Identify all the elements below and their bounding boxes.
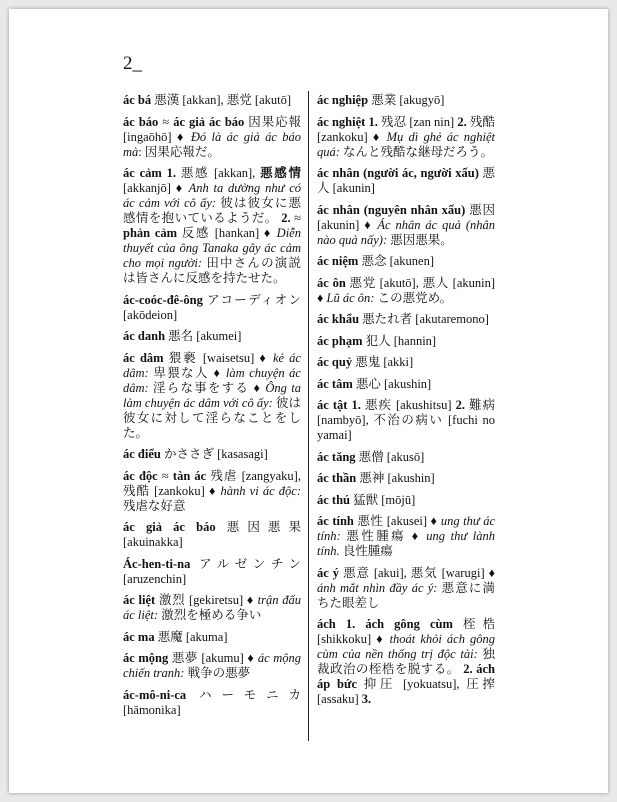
example-text: Ác nhân ác quả (nhân nào quả nấy): xyxy=(317,217,495,247)
headword: 2. xyxy=(457,114,467,129)
definition-text: 悪性腫瘍 ♦ xyxy=(340,529,427,543)
dictionary-entry xyxy=(123,630,301,645)
dictionary-entry xyxy=(317,471,495,486)
definition-text: 卑猥な人 ♦ xyxy=(148,365,226,380)
headword: ác báo xyxy=(123,114,159,129)
headword: phản cảm xyxy=(123,226,178,240)
headword: ác ý xyxy=(317,565,340,580)
example-text: Đó là ác giả ác báo mà xyxy=(123,129,301,159)
headword: ác tật 1. xyxy=(317,398,361,412)
headword: ác khẩu xyxy=(317,312,360,326)
right-column xyxy=(317,93,495,714)
definition-text: 淫らな事をする ♦ xyxy=(148,380,266,395)
headword: ác ôn xyxy=(317,275,346,290)
definition-text: 悪魔 [akuma] xyxy=(154,629,228,644)
dictionary-entry xyxy=(317,334,495,349)
dictionary-entry xyxy=(317,115,495,160)
example-text: Lũ ác ôn: xyxy=(326,290,375,305)
dictionary-entry xyxy=(317,312,495,327)
headword: ách 1. ách gông cùm xyxy=(317,617,453,631)
definition-text: 悪漢 [akkan], 悪党 [akutō] xyxy=(151,93,292,107)
dictionary-entry xyxy=(317,93,495,108)
headword: ác cảm 1. xyxy=(123,166,177,180)
example-text: kẻ ác dâm: xyxy=(123,350,301,380)
headword: ác quỷ xyxy=(317,355,353,369)
headword: ác nhân (người ác, người xấu) xyxy=(317,166,479,180)
definition-text: 悪念 [akunen] xyxy=(358,254,434,268)
dictionary-entry xyxy=(317,566,495,611)
definition-text: 残酷 [zankoku] ♦ xyxy=(317,114,495,144)
definition-text: 桎梏 [shikkoku] ♦ xyxy=(317,617,495,646)
definition-text: 悪名 [akumei] xyxy=(165,329,242,343)
example-text: ung thư lành tính. xyxy=(317,529,496,558)
definition-text: 反感 [hankan] ♦ xyxy=(177,226,277,240)
definition-text: 良性腫瘍 xyxy=(339,544,393,558)
definition-text: 残忍 [zan nin] xyxy=(377,114,458,129)
definition-text: 悪因悪果。 xyxy=(387,232,453,247)
dictionary-entry xyxy=(123,469,301,514)
headword: ác độc xyxy=(123,468,158,483)
definition-text: 猛獣 [mōjū] xyxy=(350,492,416,507)
headword: 2. ách áp bức xyxy=(317,662,495,691)
example-text: Mụ dì ghẻ ác nghiệt quá: xyxy=(317,129,495,159)
definition-text: 悪意に満ちた眼差し xyxy=(317,580,495,610)
headword: tàn ác xyxy=(172,468,207,483)
dictionary-entry xyxy=(317,377,495,392)
definition-text: 田中さんの演説は皆さんに反感を持たせた。 xyxy=(123,256,301,285)
headword: ác giả ác báo xyxy=(123,520,216,534)
example-text: Anh ta dường như có ác cảm với cô ấy: xyxy=(123,181,301,210)
example-text: hành vi ác độc: xyxy=(220,483,301,498)
definition-text: 因果応報 [ingaōhō] ♦ xyxy=(123,114,301,144)
definition-text: この悪党め。 xyxy=(374,290,453,305)
definition-text: 残虐な好意 xyxy=(123,498,186,513)
dictionary-entry xyxy=(317,254,495,269)
dictionary-entry xyxy=(317,398,495,443)
dictionary-entry xyxy=(123,557,301,587)
headword: ác bá xyxy=(123,93,152,107)
example-text: ác mộng chiến tranh: xyxy=(123,651,301,680)
headword: ác ma xyxy=(123,629,155,644)
definition-text: 悪党 [akutō], 悪人 [akunin] ♦ xyxy=(317,275,496,305)
dictionary-entry xyxy=(317,514,495,559)
definition-text: なんと残酷な継母だろう。 xyxy=(339,144,494,159)
dictionary-entry xyxy=(317,355,495,370)
headword: 悪感情 xyxy=(260,166,301,180)
dictionary-entry xyxy=(317,450,495,465)
dictionary-entry xyxy=(123,115,301,160)
headword: ác nhân (nguyên nhân xấu) xyxy=(317,202,466,217)
headword: ác tính xyxy=(317,514,354,528)
headword: Ác-hen-ti-na xyxy=(123,556,191,571)
column-divider xyxy=(308,91,309,741)
example-text: thoát khỏi ách gông cùm của nền thống trị độc tài: xyxy=(317,632,495,661)
definition-text: ≈ xyxy=(157,468,173,483)
headword: ác nghiệp xyxy=(317,93,369,107)
definition-text: 激烈を極める争い xyxy=(158,608,262,622)
definition-text: 犯人 [hannin] xyxy=(362,333,437,348)
dictionary-entry xyxy=(123,351,301,441)
dictionary-entry xyxy=(123,651,301,681)
example-text: trận đấu ác liệt: xyxy=(123,593,301,622)
definition-text: 悪疾 [akushitsu] xyxy=(360,398,456,412)
dictionary-entry xyxy=(123,688,301,718)
headword: 2. xyxy=(455,398,465,412)
headword: ác phạm xyxy=(317,333,363,348)
definition-text: 悪人 [akunin] xyxy=(317,166,495,195)
headword: ác thú xyxy=(317,492,350,507)
dictionary-entry xyxy=(317,203,495,248)
definition-text: 悪感 [akkan], xyxy=(176,166,261,180)
definition-text: 残虐 [zangyaku], 残酷 [zankoku] ♦ xyxy=(123,468,301,498)
definition-text: アコーディオン [akōdeion] xyxy=(123,292,301,322)
example-text: ung thư ác tính: xyxy=(317,514,496,543)
definition-text: 悪意 [akui], 悪気 [warugi] ♦ xyxy=(339,565,495,580)
definition-text: [akkanjō] ♦ xyxy=(123,181,189,195)
example-text: làm chuyện ác dâm: xyxy=(123,365,301,395)
headword: ác dâm xyxy=(123,350,164,365)
headword: ác-coóc-đê-ông xyxy=(123,292,203,307)
definition-text: : 因果応報だ。 xyxy=(138,144,220,159)
definition-text: 悪因悪果 [akuinakka] xyxy=(123,520,301,549)
headword: 2. xyxy=(281,211,291,225)
page-number: 2_ xyxy=(123,53,142,74)
dictionary-entry xyxy=(123,593,301,623)
definition-text: 抑圧 [yokuatsu], 圧搾 [assaku] xyxy=(317,677,495,706)
definition-text: 難病 [nambyō], 不治の病い [fuchi no yamai] xyxy=(317,398,495,442)
headword: ác mộng xyxy=(123,651,169,665)
headword: ác-mô-ni-ca xyxy=(123,687,187,702)
dictionary-page xyxy=(9,9,608,793)
definition-text: ハーモニカ [hāmonika] xyxy=(123,687,301,717)
example-text: Diễn thuyết của ông Tanaka gây ác cảm cho mọi người: xyxy=(123,226,301,270)
dictionary-entry xyxy=(123,447,301,462)
definition-text: ≈ xyxy=(158,114,174,129)
dictionary-entry xyxy=(123,293,301,323)
definition-text: 猥褻 [waisetsu] ♦ xyxy=(163,350,273,365)
dictionary-entry xyxy=(317,493,495,508)
headword: ác điểu xyxy=(123,447,161,461)
definition-text: 悪因 [akunin] ♦ xyxy=(317,202,495,232)
dictionary-entry xyxy=(317,166,495,196)
headword: ác tăng xyxy=(317,449,356,464)
headword: ác tâm xyxy=(317,376,353,391)
definition-text: かささぎ [kasasagi] xyxy=(160,447,268,461)
definition-text: 彼は彼女に対して淫らなことをした。 xyxy=(123,395,301,440)
headword: ác thần xyxy=(317,471,357,485)
definition-text: ≈ xyxy=(290,211,301,225)
definition-text: 悪夢 [akumu] ♦ xyxy=(168,651,258,665)
headword: ác liệt xyxy=(123,593,156,607)
dictionary-entry xyxy=(123,93,301,108)
definition-text: 悪心 [akushin] xyxy=(352,376,432,391)
definition-text: 悪業 [akugyō] xyxy=(368,93,445,107)
definition-text: アルゼンチン [aruzenchin] xyxy=(123,556,301,586)
definition-text: 悪神 [akushin] xyxy=(356,471,435,485)
dictionary-entry xyxy=(317,617,495,707)
headword: 3. xyxy=(361,692,372,706)
headword: ác danh xyxy=(123,329,166,343)
headword: ác giả ác báo xyxy=(173,114,245,129)
definition-text: 独裁政治の桎梏を脱する。 xyxy=(317,647,495,676)
dictionary-entry xyxy=(123,166,301,286)
example-text: ánh mắt nhìn đầy ác ý: xyxy=(317,580,438,595)
headword: ác nghiệt 1. xyxy=(317,114,378,129)
headword: ác niệm xyxy=(317,254,359,268)
definition-text: 悪僧 [akusō] xyxy=(355,449,425,464)
dictionary-entry xyxy=(123,520,301,550)
dictionary-entry xyxy=(317,276,495,306)
definition-text: 悪鬼 [akki] xyxy=(352,355,414,369)
left-column xyxy=(123,93,301,724)
definition-text: 激烈 [gekiretsu] ♦ xyxy=(155,593,258,607)
definition-text: 戦争の悪夢 xyxy=(184,666,251,680)
example-text: Ông ta làm chuyện ác dâm với cô ấy: xyxy=(123,380,302,410)
definition-text: 悪性 [akusei] ♦ xyxy=(353,514,441,528)
dictionary-entry xyxy=(123,329,301,344)
definition-text: 悪たれ者 [akutaremono] xyxy=(359,312,489,326)
definition-text: 彼は彼女に悪感情を抱いているようだ。 xyxy=(123,196,301,225)
